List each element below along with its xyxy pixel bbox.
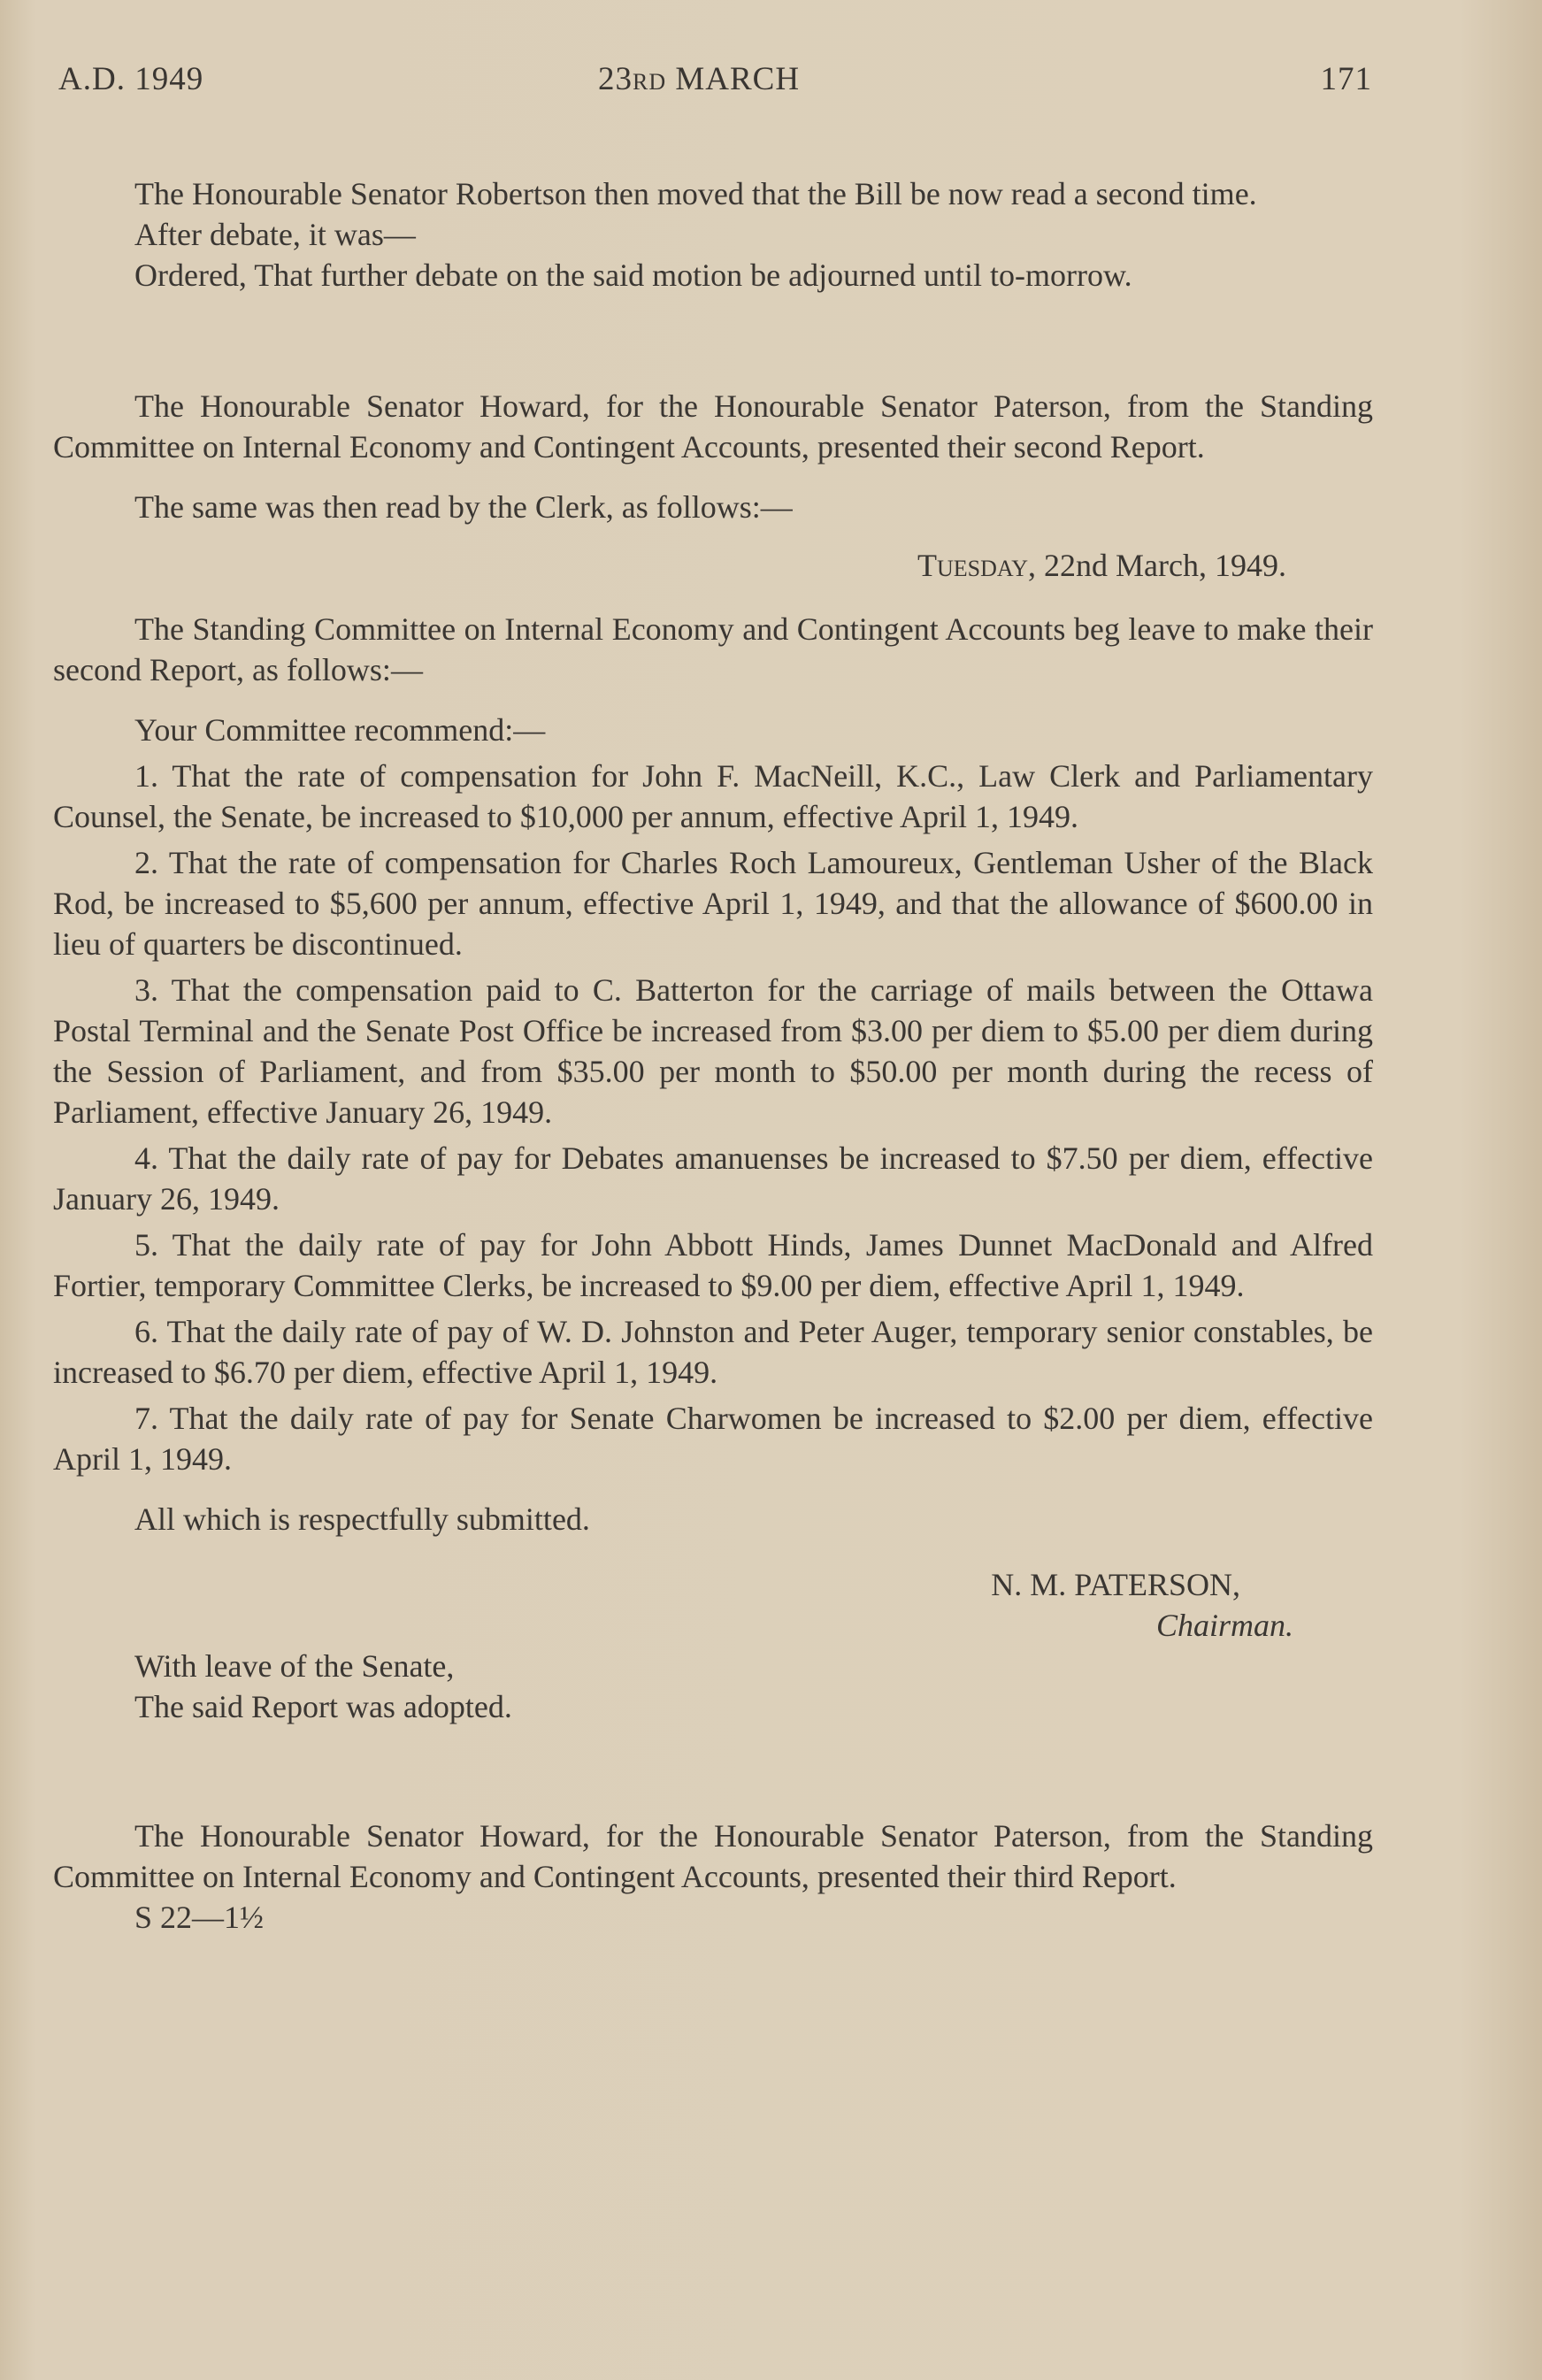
- report-date: TUESDAY, 22nd March, 1949.: [917, 548, 1286, 583]
- recommendation-item: 7. That the daily rate of pay for Senate Charwomen be increased to $2.00 per diem, effective April 1, 1949.: [53, 1401, 1373, 1477]
- paragraph-closing: All which is respectfully submitted.: [134, 1501, 590, 1537]
- paragraph-second-report-intro: The Honourable Senator Howard, for the Honourable Senator Paterson, from the Standing Committee on Internal Economy and Contingent Accounts, presented their second Report.: [53, 388, 1373, 464]
- paragraph-read-by-clerk: The same was then read by the Clerk, as follows:—: [134, 489, 793, 525]
- page-body: [53, 173, 1373, 1938]
- recommendation-item: 4. That the daily rate of pay for Debates amanuenses be increased to $7.50 per diem, effective January 26, 1949.: [53, 1140, 1373, 1217]
- recommendation-item: 3. That the compensation paid to C. Batterton for the carriage of mails between the Ottawa Postal Terminal and the Senate Post Office be increased from $3.00 per diem to $5.00 per diem during the Session of Parliament, and from $35.00 per month to $50.00 per month during the recess of Parliament, effective January 26, 1949.: [53, 972, 1373, 1130]
- recommendation-item: 5. That the daily rate of pay for John Abbott Hinds, James Dunnet MacDonald and Alfred Fortier, temporary Committee Clerks, be increased to $9.00 per diem, effective April 1, 1949.: [53, 1227, 1373, 1303]
- paragraph-ordered: Ordered, That further debate on the said motion be adjourned until to-morrow.: [134, 257, 1132, 293]
- page-number: 171: [1320, 61, 1372, 97]
- signature-name: N. M. PATERSON,: [991, 1567, 1240, 1602]
- paragraph-third-report-intro: The Honourable Senator Howard, for the Honourable Senator Paterson, from the Standing Committee on Internal Economy and Contingent Accounts, presented their third Report.: [53, 1818, 1373, 1894]
- paragraph-report-intro: The Standing Committee on Internal Economy and Contingent Accounts beg leave to make their second Report, as follows:—: [53, 611, 1373, 687]
- paragraph-adopted: The said Report was adopted.: [134, 1689, 512, 1724]
- paragraph-debate: After debate, it was—: [134, 217, 416, 252]
- recommendation-item: 6. That the daily rate of pay of W. D. Johnston and Peter Auger, temporary senior constables, be increased to $6.70 per diem, effective April 1, 1949.: [53, 1314, 1373, 1390]
- recommendation-item: 1. That the rate of compensation for John F. MacNeill, K.C., Law Clerk and Parliamentary Counsel, the Senate, be increased to $10,000 per annum, effective April 1, 1949.: [53, 758, 1373, 834]
- header-year: A.D. 1949: [58, 61, 204, 97]
- paragraph-motion: The Honourable Senator Robertson then moved that the Bill be now read a second time.: [134, 176, 1257, 211]
- signature-title: Chairman.: [1155, 1608, 1293, 1643]
- recommendation-item: 2. That the rate of compensation for Charles Roch Lamoureux, Gentleman Usher of the Black Rod, be increased to $5,600 per annum, effective April 1, 1949, and that the allowance of $600.00 in lieu of quarters be discontinued.: [53, 845, 1373, 962]
- header-date: 23RD MARCH: [598, 61, 801, 97]
- paragraph-leave: With leave of the Senate,: [134, 1648, 455, 1684]
- signature-mark: S 22—1½: [134, 1900, 265, 1935]
- paragraph-recommend: Your Committee recommend:—: [134, 712, 546, 748]
